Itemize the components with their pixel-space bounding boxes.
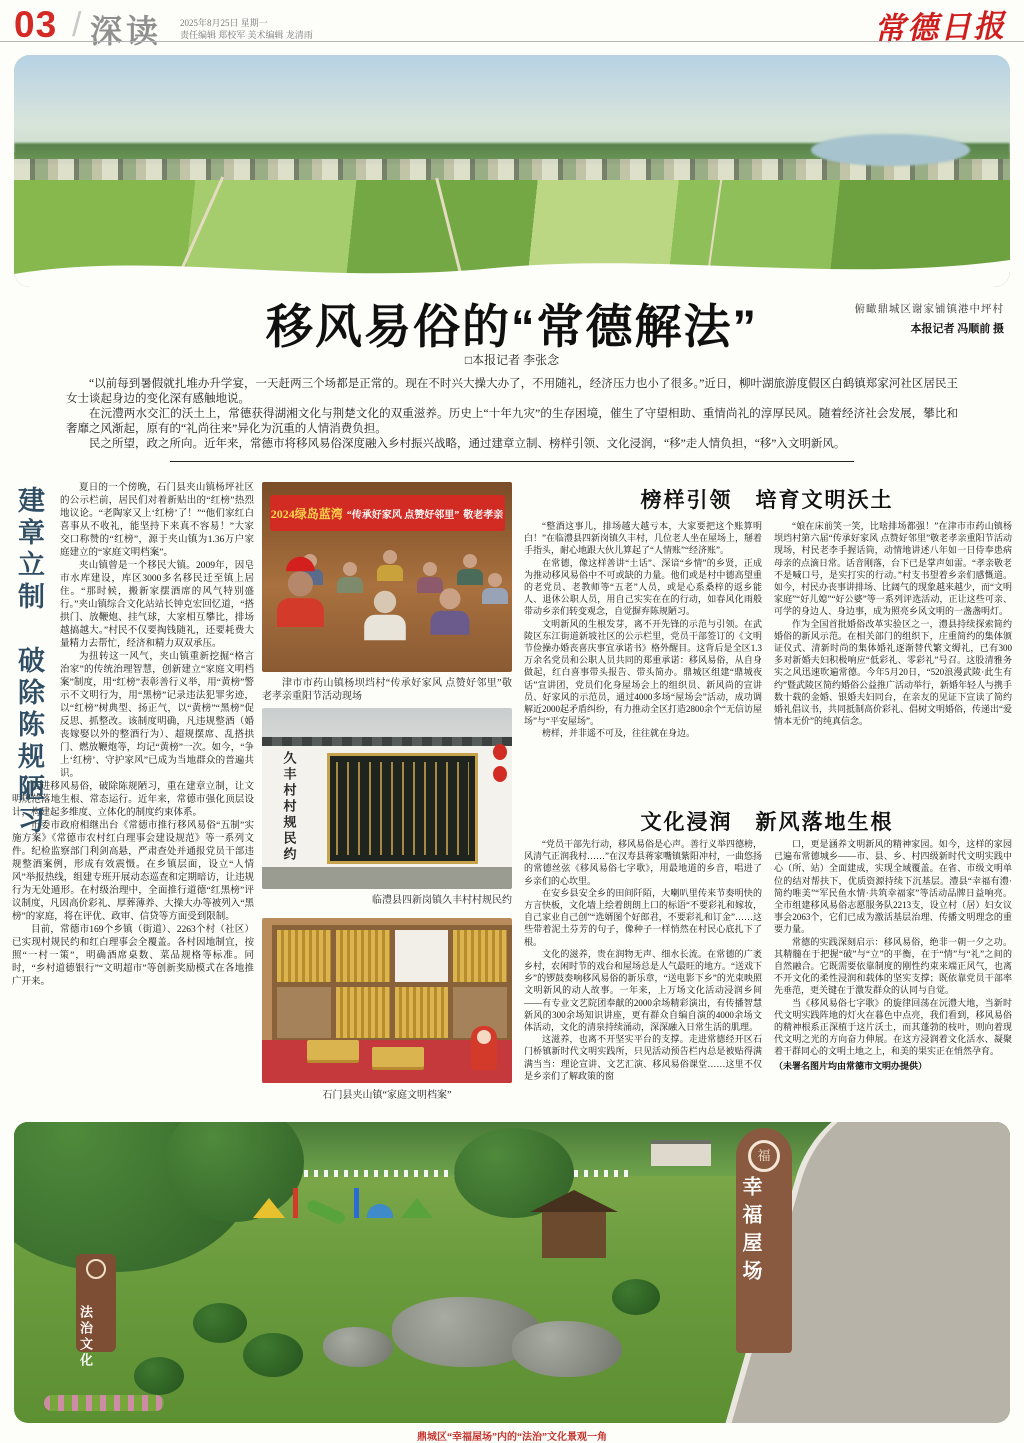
photo-caption: 石门县夹山镇“家庭文明档案” xyxy=(322,1090,452,1101)
section2-column-b xyxy=(774,520,1012,740)
photo-caption: 临澧县四新岗镇久丰村村规民约 xyxy=(372,895,512,906)
person-figure xyxy=(337,562,363,593)
article-paragraph: 榜样，并非遥不可及，往往就在身边。 xyxy=(542,728,696,739)
archive-cubby xyxy=(395,987,449,1039)
archive-cubby xyxy=(277,987,331,1039)
section-build-system xyxy=(12,482,254,989)
photo-caption: 津市市药山镇杨坝垱村“传承好家风 点赞好邻里”敬老孝亲重阳节活动现场 xyxy=(262,678,512,702)
bottom-park-photo xyxy=(14,1122,1010,1423)
wall-vertical-sign: 久丰村村规民约 xyxy=(281,751,297,864)
article-paragraph: 口，更是涵养文明新风的精神家园。如今，这样的家园已遍布常德城乡——市、县、乡、村四级新时代文明实践中心（所、站）全面建成，实现全域覆盖。在省、市级文明单位的结对帮扶下，优质资源持续下沉基层。澧县“幸福有澧·简约唯美”“军民鱼水情·共筑幸福家”等活动品牌日益响亮。全市组建移风易俗志愿服务队2213支，设立村（居）妇女议事会2063个，它们已成为激活基层治理、传播文明理念的重要力量。 xyxy=(774,839,1012,935)
person-figure xyxy=(482,573,508,604)
playground-canopy xyxy=(253,1198,285,1218)
sign-seal-icon xyxy=(86,1259,106,1279)
masthead-logo: 常德日报 xyxy=(873,8,1007,47)
wave-cutout xyxy=(14,244,1010,287)
section1-narrow-column xyxy=(60,482,254,781)
banner-slogan-text: “传承好家风 点赞好邻里” xyxy=(346,509,460,521)
header-rule xyxy=(0,41,1024,42)
section2-body xyxy=(524,520,1012,740)
banner-year-text: 2024绿岛蓝湾 xyxy=(270,506,343,521)
intro-paragraph: “以前每到暑假就扎堆办升学宴，一天赶两三个场都是正常的。现在不时兴大操大办了，不用随礼，经济压力也小了很多。”近日，柳叶湖旅游度假区白鹤镇郑家河社区居民王女士谈起身边的变化深有感触地说。 xyxy=(66,378,958,405)
flower-bed xyxy=(44,1395,164,1411)
rock xyxy=(512,1321,622,1377)
distant-building xyxy=(651,1140,711,1166)
shrub xyxy=(243,1333,303,1377)
article-paragraph: 推进移风易俗，破除陈规陋习，重在建章立制，让文明规范落地生根、常态运行。近年来，常德市强化顶层设计，构建起多维度、立体化的制度约束体系。 xyxy=(12,782,254,818)
article-paragraph: 在安乡县安全乡的田间阡陌，大喇叭里传来节奏明快的方言快板，文化墙上绘着朗朗上口的标语“不要彩礼和嫁妆，自己家业自己创”“选婿图个好郎君，不要彩礼和订金”……这些带着泥土芬芳的句子，像种子一样悄然在村民心底扎下了根。 xyxy=(524,887,762,947)
mascot-figure xyxy=(471,1026,497,1070)
bottom-photo-caption: 鼎城区“幸福屋场”内的“法治”文化景观一角 xyxy=(417,1432,607,1443)
article-paragraph: 常德的实践深刻启示：移风易俗，绝非一朝一夕之功。其精髓在于把握“破”与“立”的平衡，在于“情”与“礼”之间的自然融合。它既需要依靠制度的刚性约束来端正风气，也离不开文化的柔性浸润和载体的坚实支撑；既依靠党员干部率先垂范，更关键在于激发群众的认同与自觉。 xyxy=(774,936,1012,996)
happiness-yard-sign xyxy=(736,1128,792,1353)
sign-text: 幸福屋场 xyxy=(739,1176,761,1289)
dateline xyxy=(180,17,313,41)
volunteer-red-cap-figure xyxy=(277,557,324,627)
page-number: 03 xyxy=(14,4,58,45)
section3-column-b xyxy=(774,838,1012,1082)
article-paragraph: 作为全国首批婚俗改革实验区之一，澧县持续探索简约婚俗的新风示范。在相关部门的组织下，庄重简约的集体颁证仪式、清新时尚的集体婚礼逐渐替代繁文缛礼，已有300多对新婚夫妇积极响应“低彩礼、零彩礼”号召。这股清雅务实之风迅速吹遍常德。今年5月20日，“520浪漫武陵·此生有约”暨武陵区简约婚俗公益推广活动举行，新婚年轻人与携手数十载的金婚、银婚夫妇同台，在亲友的见证下宣读了简约婚礼倡议书，共同抵制高价彩礼、倡树文明婚俗，传递出“爱情本无价”的纯真信念。 xyxy=(774,618,1012,727)
article-paragraph: 当《移风易俗七字歌》的旋律回荡在沅澧大地，当新时代文明实践阵地的灯火在暮色中点亮，我们看到，移风易俗的精神根系正深植于这片沃土，而其蓬勃的枝叶，则向着现代文明之光的方向奋力伸展。在这方浸润着文化活水、凝聚着干群同心的文明土地之上，和美的果实正在悄然孕育。 xyxy=(774,997,1012,1057)
article-paragraph: 市委市政府相继出台《常德市推行移风易俗“五制”实施方案》《常德市农村红白理事会建设规范》等一系列文件。纪检监察部门利剑高悬，严肃查处并通报党员干部违规整酒案例，形成有效震慑。在乡镇层面，设立“人情风”举报热线，组建专班开展动态巡查和定期暗访，让违规行为无处遁形。在村级治理中，全面推行道德“红黑榜”评议制度，凡因高价彩礼、厚葬薄养、大操大办等被列入“黑榜”的家庭，将在评优、政审、信贷等方面受到限制。 xyxy=(12,821,254,922)
ground-strip xyxy=(262,867,512,889)
article-paragraph: 目前，常德市169个乡镇（街道）、2263个村（社区）已实现村规民约和红白理事会全覆盖。各村因地制宜，按照“一村一策”，明确酒席桌数、菜品规格等标准。同时，“乡村道德银行”“文明超市”等创新奖励模式在各地推广开来。 xyxy=(12,925,254,987)
archive-shelf xyxy=(272,925,512,1044)
intro-paragraph: 在沅澧两水交汇的沃土上，常德获得湖湘文化与荆楚文化的双重滋养。历史上“十年九灾”的生存困境，催生了守望相助、重情尚礼的淳厚民风。随着经济社会发展，攀比和奢靡之风渐起，原有的“礼尚往来”异化为沉重的人情消费负担。 xyxy=(66,408,958,435)
byline: □本报记者 李张念 xyxy=(464,353,560,367)
person-figure xyxy=(364,590,406,640)
article-paragraph: 这滋养，也离不开坚实平台的支撑。走进常德经开区石门桥镇新时代文明实践所，只见活动预告栏内总是被贴得满满当当：理论宣讲、文艺汇演、移风易俗课堂……这里不仅是乡亲们了解政策的窗 xyxy=(524,1034,762,1081)
person-figure xyxy=(431,588,470,635)
rule-of-law-sign xyxy=(76,1254,116,1370)
shrub xyxy=(134,1357,184,1395)
shrub xyxy=(612,1279,660,1315)
section3-column-a xyxy=(524,838,762,1082)
playground xyxy=(253,1188,433,1218)
section3-body xyxy=(524,838,1012,1082)
playground-slide xyxy=(305,1199,346,1226)
archive-book xyxy=(372,1047,424,1067)
sign-seal-icon: 福 xyxy=(748,1140,780,1172)
photo-credit-note: （未署名图片均由常德市文明办提供） xyxy=(774,1060,928,1071)
archive-cubby xyxy=(277,930,331,982)
archive-cubby xyxy=(395,930,449,982)
archive-book xyxy=(307,1040,359,1060)
article-paragraph: 为扭转这一风气，夹山镇重新挖掘“格言治家”的传统治理智慧，创新建立“家庭文明档案”制度，用“红榜”表彰善行义举，用“黄榜”警示不文明行为，用“黑榜”记录违法犯罪劣迹，以“红榜”树典型、扬正气，以“黄榜”“黑榜”促反思、抓整改。该制度明确，凡违规整酒（婚丧嫁娶以外的整酒行为）、超规摆席、乱搭拱门、燃放鞭炮等，均记“黄榜”一次。如今，“争上‘红榜’、守护家风”已成为当地群众的普遍共识。 xyxy=(60,652,254,779)
hero-caption: 俯瞰鼎城区谢家铺镇港中坪村 xyxy=(854,304,1004,315)
person-figure xyxy=(457,554,483,585)
header-slash: / xyxy=(72,6,82,44)
tile-coping xyxy=(262,737,512,746)
archive-cubby xyxy=(453,930,507,982)
section-title-culture: 文化浸润 新风落地生根 xyxy=(640,810,894,834)
intro-block xyxy=(66,377,958,452)
playground-post xyxy=(293,1188,298,1218)
photo-reunion-activity xyxy=(262,482,512,672)
banner-tail-text: 敬老孝亲 xyxy=(463,509,504,521)
article-paragraph: “娘在床前笑一笑，比啥排场都强！”在津市市药山镇杨坝垱村第六届“传承好家风 点赞好邻里”敬老孝亲重阳节活动现场，村民老李手握话筒，动情地讲述八年如一日侍奉患病母亲的点滴日常。话音刚落，台下已是掌声如雷。“孝亲敬老不是喊口号，是实打实的行动。”村支书望着乡亲们感慨道。如今，村民办丧事讲排场、比阔气的现象越来越少，而“文明家庭”“好儿媳”“好公婆”等一系列评选活动，正让这些可亲、可学的身边人、身边事，成为照亮乡风文明的一盏盏明灯。 xyxy=(774,521,1012,617)
article-paragraph: “党员干部先行动，移风易俗是心声。善行义举四德榜，风清气正润我村……”在汉寿县蒋家嘴镇紫阳冲村，一曲悠扬的常德丝弦《移风易俗七字歌》，用最地道的乡音，唱进了乡亲们的心坎里。 xyxy=(524,839,762,886)
archive-cubby xyxy=(336,987,390,1039)
archive-cubby xyxy=(336,930,390,982)
hero-photo-credit: 本报记者 冯顺前 摄 xyxy=(910,323,1004,335)
sign-text: 法治文化 xyxy=(78,1305,93,1370)
section1-wide-column xyxy=(12,781,254,989)
hero-photo xyxy=(14,55,1010,287)
section2-column-a xyxy=(524,520,762,740)
playground-post xyxy=(354,1188,359,1218)
article-paragraph: “整酒这事儿，排场越大越亏本，大家要把这个账算明白！”在临澧县四新岗镇久丰村，几位老人坐在屋场上，掰着手指头，耐心地跟大伙儿算起了“人情账”“经济账”。 xyxy=(524,521,762,556)
section-title-role-models: 榜样引领 培育文明沃土 xyxy=(640,488,894,512)
date-text: 2025年8月25日 星期一 xyxy=(180,18,268,28)
shrub xyxy=(193,1303,247,1343)
photo-village-rules-wall xyxy=(262,708,512,889)
pavilion xyxy=(542,1212,606,1258)
article-paragraph: 在常德，像这样善讲“土话”、深谙“乡情”的乡贤，正成为推动移风易俗中不可或缺的力量。他们或是村中德高望重的老党员、老教师等“五老”人员，或是心系桑梓的返乡能人、退休公职人员，用自己实实在在的行动，如春风化雨般带动乡亲们转变观念，自觉摒弃陈规陋习。 xyxy=(524,557,762,617)
activity-banner xyxy=(270,495,505,531)
person-figure xyxy=(377,550,403,581)
playground-dome xyxy=(367,1204,393,1218)
rules-panel xyxy=(327,753,478,864)
article-paragraph: 夹山镇曾是一个移民大镇。2009年，因皂市水库建设，库区3000多名移民迁至镇上居住。“那时候，搬新家摆酒席的风气特别盛行。”夹山镇综合文化站站长钟克宏回忆道，“搭拱门、放鞭炮、挂气球，大家相互攀比，排场越搞越大。”村民不仅要掏钱随礼，还要耗费大量精力去帮忙，经济和精力双双承压。 xyxy=(60,561,254,649)
rock xyxy=(323,1327,393,1367)
intro-rule xyxy=(170,461,854,462)
rules-text-rows xyxy=(336,762,469,855)
editors-text: 责任编辑 郑校军 美术编辑 龙清雨 xyxy=(180,30,313,40)
article-paragraph: 文明新风的生根发芽，离不开先锋的示范与引领。在武陵区东江街道新坡社区的公示栏里，党员干部签订的《文明节俭操办婚丧喜庆事宜承诺书》格外醒目。这背后是全区1.3万余名党员和公职人员共同的郑重承诺：移风易俗，从自身做起，红白喜事带头报告、带头简办。鼎城区组建“鼎城夜话”宣讲团，党员们化身屋场会上的组织员、新风尚的宣讲员、好家风的示范员，通过4000多场“屋场会”活动，成功调解近2000起矛盾纠纷，有力推动全区打造2800余个“无信访屋场”与“平安屋场”。 xyxy=(524,618,762,727)
article-paragraph: 文化的滋养，贵在润物无声、细水长流。在常德的广袤乡村，农闲时节的戏台和屋场总是人气最旺的地方。“送戏下乡”的锣鼓奏响移风易俗的新乐章，“送电影下乡”的光束映照文明新风的动人故事。一年来，上万场文化活动浸润乡间——有专业文艺院团奉献的2000余场精彩演出，有传播智慧新风的300余场知识讲座，更有群众自编自演的4000余场文体活动，文化的清泉持续涌动，深深融入日常生活的肌理。 xyxy=(524,948,762,1033)
section-title-vertical: 建章立制 破除陈规陋习 xyxy=(14,486,44,838)
playground-canopy xyxy=(401,1198,433,1218)
main-headline: 移风易俗的“常德解法” xyxy=(266,300,758,353)
photo-family-archives xyxy=(262,918,512,1083)
article-paragraph: 夏日的一个傍晚，石门县夹山镇杨坪社区的公示栏前，居民们对着新贴出的“红榜”热烈地议论。“老陶家又上‘红榜’了！”“他们家红白喜事从不收礼，能坚持下来真不容易！”大家交口称赞的“红榜”，源于夹山镇为1.36万户家庭建立的“家庭文明档案”。 xyxy=(60,483,254,558)
section-name: 深读 xyxy=(90,13,163,49)
intro-paragraph: 民之所望，政之所向。近年来，常德市将移风易俗深度融入乡村振兴战略，通过建章立制、榜样引领、文化浸润，“移”走人情负担，“移”入文明新风。 xyxy=(89,438,846,450)
